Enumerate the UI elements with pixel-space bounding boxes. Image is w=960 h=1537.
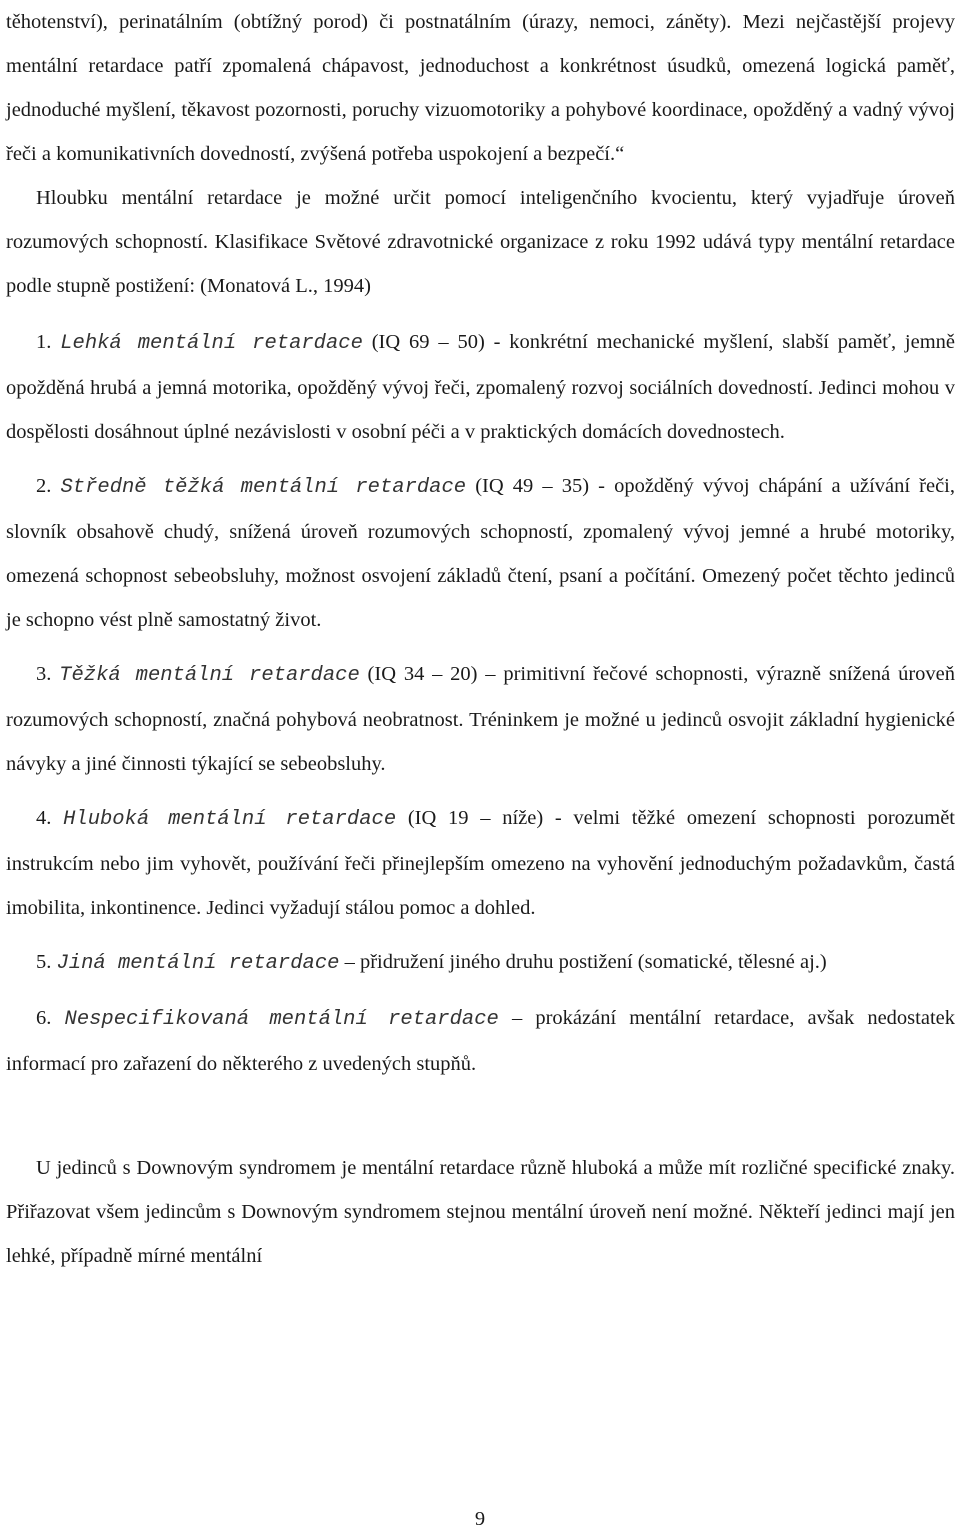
item-number: 2. bbox=[36, 475, 52, 497]
paragraph-down-syndrome: U jedinců s Downovým syndromem je mentální retardace různě hluboká a může mít rozličné specifické znaky. Přiřazovat všem jedincům s Downovým syndromem stejnou mentální úroveň není možné. Někteří jedinci mají jen lehké, případně mírné mentální bbox=[6, 1157, 955, 1267]
item-term: Středně těžká mentální retardace bbox=[60, 476, 467, 499]
paragraph-causes-symptoms: těhotenství), perinatálním (obtížný porod) či postnatálním (úrazy, nemoci, záněty). Mezi nejčastější projevy mentální retardace patří zpomalená chápavost, jednoduchost a konkrétnost úsudků, omezená logická paměť, jednoduché myšlení, těkavost pozornosti, poruchy vizuomotoriky a pohybové koordinace, opožděný a vadný vývoj řeči a komunikativních dovedností, zvýšená potřeba uspokojení a bezpečí.“ bbox=[6, 11, 955, 165]
item-text: – prokázání mentální retardace, avšak nedostatek informací pro zařazení do některého z uvedených stupňů. bbox=[6, 1007, 955, 1075]
item-number: 4. bbox=[36, 807, 52, 829]
item-number: 3. bbox=[36, 663, 52, 685]
item-number: 5. bbox=[36, 951, 52, 973]
list-item-6 bbox=[6, 996, 955, 1086]
item-term: Lehká mentální retardace bbox=[60, 332, 363, 355]
document-page bbox=[6, 0, 955, 1278]
page-number: 9 bbox=[474, 1508, 486, 1530]
list-item-5 bbox=[6, 940, 955, 986]
item-term: Těžká mentální retardace bbox=[59, 664, 360, 687]
paragraph-classification-intro: Hloubku mentální retardace je možné určit pomocí inteligenčního kvocientu, který vyjadřuje úroveň rozumových schopností. Klasifikace Světové zdravotnické organizace z roku 1992 udává typy mentální retardace podle stupně postižení: (Monatová L., 1994) bbox=[6, 187, 955, 297]
item-text: – přidružení jiného druhu postižení (somatické, tělesné aj.) bbox=[339, 951, 827, 973]
list-item-1 bbox=[6, 320, 955, 454]
list-item-2 bbox=[6, 464, 955, 642]
item-number: 1. bbox=[36, 331, 52, 353]
list-item-3 bbox=[6, 652, 955, 786]
item-text: (IQ 49 – 35) - opožděný vývoj chápání a užívání řeči, slovník obsahově chudý, snížená úroveň rozumových schopností, zpomalený vývoj jemné a hrubé motoriky, omezená schopnost sebeobsluhy, možnost osvojení základů čtení, psaní a počítání. Omezený počet těchto jedinců je schopno vést plně samostatný život. bbox=[6, 475, 956, 631]
item-text: (IQ 69 – 50) - konkrétní mechanické myšlení, slabší paměť, jemně opožděná hrubá a jemná motorika, opožděný vývoj řeči, zpomalený rozvoj sociálních dovedností. Jedinci mohou v dospělosti dosáhnout úplné nezávislosti v osobní péči a v praktických domácích dovednostech. bbox=[6, 331, 955, 443]
item-number: 6. bbox=[36, 1007, 52, 1029]
item-term: Jiná mentální retardace bbox=[56, 952, 340, 975]
item-term: Hluboká mentální retardace bbox=[63, 808, 397, 831]
item-text: (IQ 19 – níže) - velmi těžké omezení schopnosti porozumět instrukcím nebo jim vyhovět, používání řeči přinejlepším omezeno na vyhovění jednoduchým požadavkům, častá imobilita, inkontinence. Jedinci vyžadují stálou pomoc a dohled. bbox=[6, 807, 955, 919]
item-text: (IQ 34 – 20) – primitivní řečové schopnosti, výrazně snížená úroveň rozumových schopností, značná pohybová neobratnost. Tréninkem je možné u jedinců osvojit základní hygienické návyky a jiné činnosti týkající se sebeobsluhy. bbox=[6, 663, 956, 775]
item-term: Nespecifikovaná mentální retardace bbox=[64, 1008, 499, 1031]
list-item-4 bbox=[6, 796, 955, 930]
